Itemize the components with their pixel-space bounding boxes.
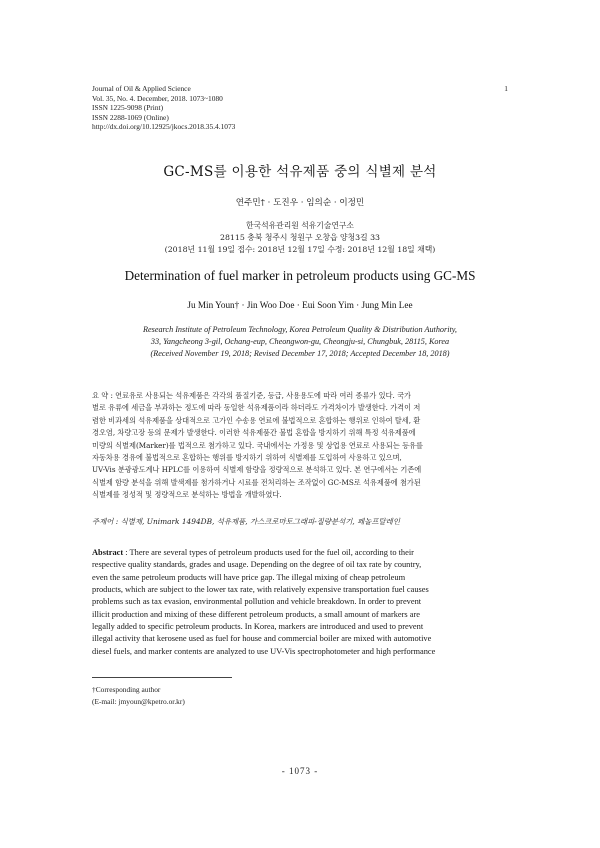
abstract-label: Abstract — [92, 548, 124, 557]
journal-volume: Vol. 35, No. 4. December, 2018. 1073~1080 — [92, 93, 223, 103]
abstract-line: diesel fuels, and marker contents are analyzed to use UV-Vis spectrophotometer and high performance — [92, 646, 436, 656]
english-authors: Ju Min Youn† · Jin Woo Doe · Eui Soon Yim · Jung Min Lee — [187, 300, 413, 310]
abstract-line-text: : There are several types of petroleum products used for the fuel oil, according to their — [123, 548, 414, 557]
corresponding-author-note: †Corresponding author — [92, 685, 161, 694]
abstract-line: UV-Vis 분광광도계나 HPLC를 이용하여 식별제 함량을 정량적으로 분석하고 있다. 본 연구에서는 기존에 — [92, 465, 422, 475]
abstract-line: illicit production and mixing of these different petroleum products, a small amount of markers are — [92, 609, 421, 619]
abstract-line: illegal activity that kerosene used as fuel for house and commercial boiler are mixed with automotive — [92, 634, 432, 644]
korean-received-dates: (2018년 11월 19일 접수: 2018년 12월 17일 수정: 2018년 12월 18일 채택) — [164, 245, 436, 254]
abstract-line: problems such as tax evasion, environmental pollution and vehicle breakdown. In order to prevent — [92, 597, 422, 607]
abstract-line: 경오염, 차량고장 등의 문제가 발생한다. 이러한 석유제품간 불법 혼합을 방지하기 위해 특정 석유제품에 — [92, 428, 416, 438]
abstract-line: even the same petroleum products will have price gap. The illegal mixing of cheap petroleum — [92, 572, 406, 582]
issn-print: ISSN 1225-9098 (Print) — [92, 103, 164, 113]
page-folio: - 1073 - — [281, 766, 319, 776]
abstract-line: 요 약 : 연료유로 사용되는 석유제품은 각각의 품질기준, 등급, 사용용도에 따라 여러 종류가 있다. 국가 — [92, 391, 411, 400]
abstract-line: legally added to specific petroleum products. In Korea, markers are introduced and used to prevent — [92, 622, 424, 632]
abstract-line: 식별제를 정성적 및 정량적으로 분석하는 방법을 개발하였다. — [92, 490, 282, 500]
corresponding-email[interactable]: (E-mail: jmyoun@kpetro.or.kr) — [92, 696, 185, 706]
footnote-divider — [92, 677, 232, 678]
abstract-line: 미량의 식별제(Marker)를 법적으로 첨가하고 있다. 국내에서는 가정용 및 상업용 연료로 사용되는 등유를 — [92, 440, 423, 450]
abstract-line: 자동차용 경유에 불법적으로 혼합하는 행위를 방지하기 위하여 식별제를 도입하여 사용하고 있으며, — [92, 453, 402, 463]
abstract-line: 별로 유류에 세금을 부과하는 정도에 따라 동일한 석유제품이라 하더라도 가격차이가 발생한다. 가격이 저 — [92, 403, 421, 413]
korean-keywords: 주제어 : 식별제, Unimark 1494DB, 석유제품, 가스크로마토그래피-질량분석기, 페놀프탈레인 — [92, 517, 400, 526]
english-abstract — [92, 547, 508, 658]
english-affiliation-line: Research Institute of Petroleum Technology, Korea Petroleum Quality & Distribution Authority, — [143, 325, 457, 334]
korean-affiliation-line: 28115 충북 청주시 청원구 오창읍 양청3길 33 — [220, 233, 380, 242]
english-title: Determination of fuel marker in petroleum products using GC-MS — [124, 268, 476, 283]
issn-online: ISSN 2288-1069 (Online) — [92, 112, 169, 122]
english-affiliation — [0, 324, 600, 361]
korean-abstract — [92, 390, 508, 502]
abstract-line: 식별제 함량 분석을 위해 발색제를 첨가하거나 시료를 전처리하는 조작없이 GC-MS로 석유제품에 첨가된 — [92, 477, 421, 487]
page-number: 1 — [504, 84, 508, 93]
doi-link[interactable]: http://dx.doi.org/10.12925/jkocs.2018.35.4.1073 — [92, 122, 236, 132]
footnote — [92, 684, 185, 707]
korean-authors: 연주민† · 도진우 · 임의순 · 이정민 — [235, 198, 365, 208]
abstract-line: respective quality standards, grades and usage. Depending on the degree of oil tax rate by country, — [92, 560, 422, 570]
english-received-dates: (Received November 19, 2018; Revised December 17, 2018; Accepted December 18, 2018) — [150, 349, 450, 359]
abstract-line: products, which are subject to the lower tax rate, with relatively expensive transportation fuel causes — [92, 585, 429, 595]
abstract-line — [92, 547, 508, 559]
journal-name: Journal of Oil & Applied Science — [92, 84, 191, 93]
abstract-line: 렴한 비과세의 석유제품을 상대적으로 고가인 수송용 연료에 불법적으로 혼합하는 행위로 인하여 탈세, 환 — [92, 415, 421, 425]
korean-affiliation — [0, 220, 600, 256]
english-affiliation-line: 33, Yangcheong 3-gil, Ochang-eup, Cheongwon-gu, Cheongju-si, Chungbuk, 28115, Korea — [150, 337, 450, 347]
korean-title: GC-MS를 이용한 석유제품 중의 식별제 분석 — [163, 164, 437, 180]
korean-affiliation-line: 한국석유관리원 석유기술연구소 — [246, 221, 354, 230]
journal-info — [92, 84, 452, 132]
